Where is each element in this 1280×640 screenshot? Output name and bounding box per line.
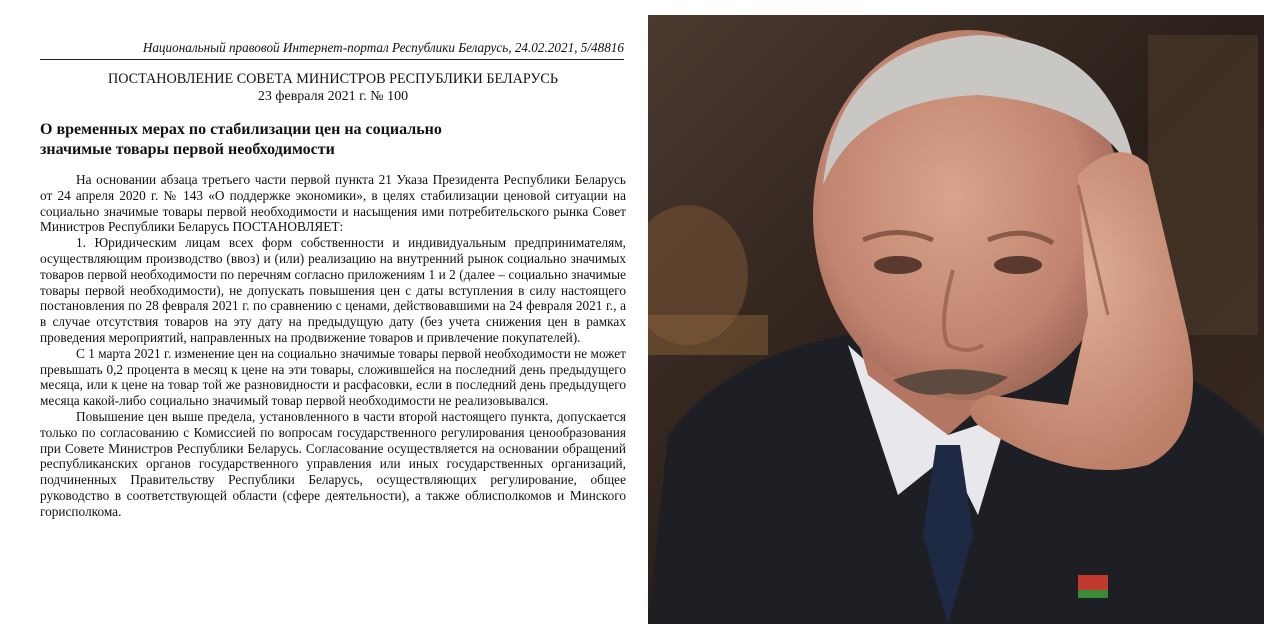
decree-paragraph: На основании абзаца третьего части первой пункта 21 Указа Президента Республики Беларусь от 24 апреля 2020 г. № 143 «О поддержке экономики», в целях стабилизации ценовой ситуации на социально значимые товары первой необходимости и насыщения ими потребительского рынка Совет Министров Республики Беларусь ПОСТАНОВЛЯЕТ:: [40, 172, 626, 235]
portal-header-line: Национальный правовой Интернет-портал Республики Беларусь, 24.02.2021, 5/48816: [40, 40, 624, 60]
decree-title: ПОСТАНОВЛЕНИЕ СОВЕТА МИНИСТРОВ РЕСПУБЛИКИ БЕЛАРУСЬ: [107, 71, 559, 87]
portrait-illustration: [648, 15, 1264, 624]
portrait-photo: [648, 15, 1264, 624]
decree-paragraph: Повышение цен выше предела, установленного в части второй настоящего пункта, допускается только по согласованию с Комиссией по вопросам государственного регулирования ценообразования при Совете Министров Республики Беларусь. Согласование осуществляется на основании обращений республиканских органов государственного управления или иных государственных организаций, подчиненных Правительству Республики Беларусь, осуществляющих регулирование, общее руководство в соответствующей области (сфере деятельности), а также облисполкомов и Минского горисполкома.: [40, 408, 626, 519]
decree-subject: О временных мерах по стабилизации цен на социально значимые товары первой необходимости: [40, 121, 442, 158]
decree-paragraph: 1. Юридическим лицам всех форм собственности и индивидуальным предпринимателям, осуществляющим производство (ввоз) и (или) реализацию на внутренний рынок социально значимых товаров первой необходимости по перечням согласно приложениям 1 и 2 (далее – социально значимые товары первой необходимости), не допускать повышения цен с даты вступления в силу настоящего постановления по 28 февраля 2021 г. по сравнению с ценами, действовавшими на 24 февраля 2021 г., а в случае отсутствия товаров на эту дату на предыдущую дату (без учета снижения цен в рамках проведения мероприятий, направленных на продвижение товаров и привлечение покупателей).: [40, 235, 626, 345]
decree-document: [40, 40, 626, 630]
decree-body: [40, 172, 626, 520]
decree-paragraph: С 1 марта 2021 г. изменение цен на социально значимые товары первой необходимости не может превышать 0,2 процента в месяц к цене на эти товары, сложившейся на последний день предыдущего месяца, или к цене на товар той же разновидности и расфасовки, если в последний день предыдущего месяца какой-либо социально значимый товар первой необходимости не реализовывался.: [40, 345, 626, 409]
decree-date: 23 февраля 2021 г. № 100: [257, 89, 409, 104]
